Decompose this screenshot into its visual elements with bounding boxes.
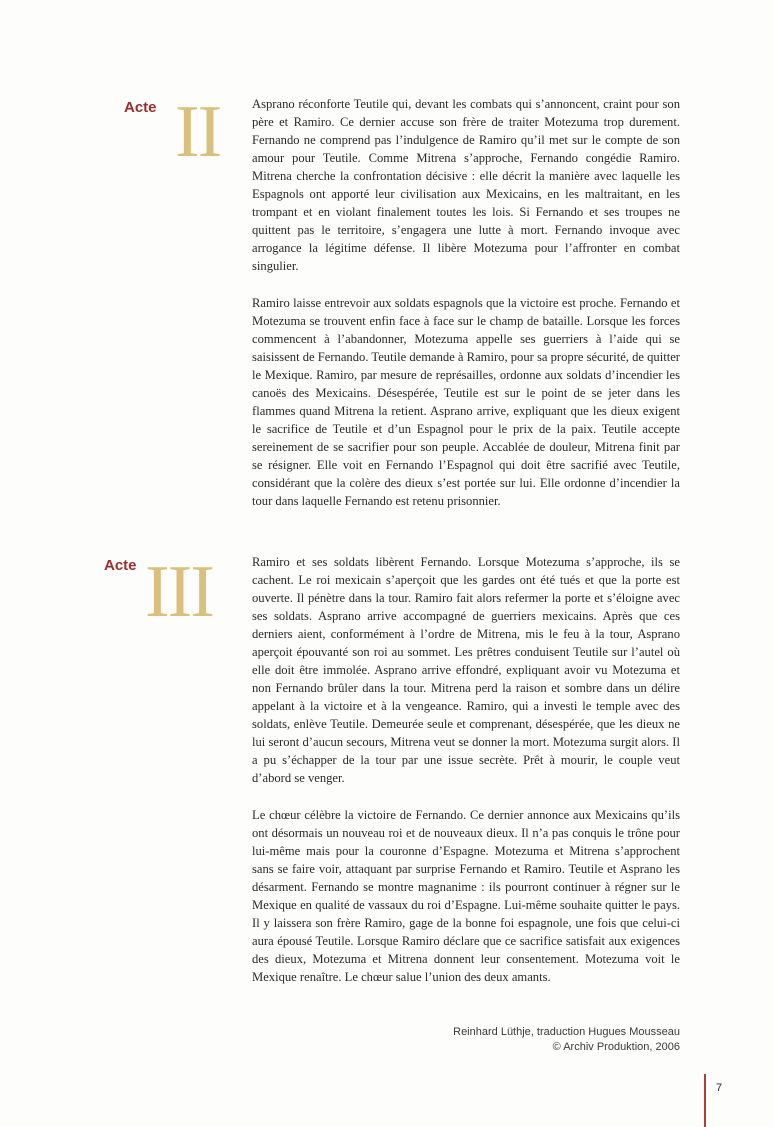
act-3-label: Acte — [104, 557, 137, 574]
act-3-numeral: III — [145, 551, 213, 633]
act-2-heading — [120, 91, 240, 195]
act-2-paragraph-2: Ramiro laisse entrevoir aux soldats espagnols que la victoire est proche. Fernando et Motezuma se trouvent enfin face à face sur le champ de bataille. Lorsque les forces commencent à l’abandonner, Motezuma appelle ses guerriers à l’aide qui se saisissent de Fernando. Teutile demande à Ramiro, pour sa propre sécurité, de quitter le Mexique. Ramiro, par mesure de représailles, ordonne aux soldats d’incendier les canoës des Mexicains. Désespérée, Teutile est sur le point de se jeter dans les flammes quand Mitrena la retient. Asprano arrive, expliquant que les dieux exigent le sacrifice de Teutile et d’un Espagnol pour le prix de la paix. Teutile accepte sereinement de se sacrifier pour son peuple. Accablée de douleur, Mitrena finit par se résigner. Elle voit en Fernando l’Espagnol qui doit être sacrifié avec Teutile, considérant que la colère des dieux s’est portée sur lui. Elle ordonne d’incendier la tour dans laquelle Fernando est retenu prisonnier. — [252, 296, 680, 508]
credits — [360, 1025, 680, 1055]
credits-copyright: © Archiv Produktion, 2006 — [552, 1041, 680, 1053]
act-3-paragraph-1: Ramiro et ses soldats libèrent Fernando. Lorsque Motezuma s’approche, ils se cachent. Le roi mexicain s’aperçoit que les gardes ont été tués et que la porte est ouverte. Il pénètre dans la tour. Ramiro fait alors refermer la porte et s’éloigne avec ses soldats. Asprano arrive accompagné de guerriers mexicains. Après que ces derniers aient, conformément à l’ordre de Mitrena, mis le feu à la tour, Asprano aperçoit épouvanté son roi au sommet. Les prêtres conduisent Teutile sur l’autel où elle doit être immolée. Asprano arrive effondré, expliquant avoir vu Motezuma et non Fernando brûler dans la tour. Mitrena perd la raison et sombre dans un délire appelant à la victoire et à la vengeance. Ramiro, qui a investi le temple avec des soldats, enlève Teutile. Demeurée seule et comprenant, désespérée, que les dieux ne lui seront d’aucun secours, Mitrena veut se donner la mort. Motezuma surgit alors. Il a pu s’échapper de la tour par une issue secrète. Prêt à mourir, le couple veut d’abord se venger. — [252, 555, 680, 785]
page-number: 7 — [716, 1082, 723, 1094]
act-2-text — [252, 95, 680, 529]
page-number-box — [704, 1074, 736, 1127]
act-2-numeral: II — [175, 91, 221, 173]
act-3-text — [252, 553, 680, 1005]
act-2-paragraph-1: Asprano réconforte Teutile qui, devant les combats qui s’annoncent, craint pour son père et Ramiro. Ce dernier accuse son frère de traiter Motezuma trop durement. Fernando ne comprend pas l’indulgence de Ramiro qu’il met sur le compte de son amour pour Teutile. Comme Mitrena s’approche, Fernando congédie Ramiro. Mitrena cherche la confrontation décisive : elle décrit la manière avec laquelle les Espagnols ont apporté leur civilisation aux Mexicains, en les maltraitant, en les trompant et en violant finalement toutes les lois. Si Fernando et ses troupes ne quittent pas le territoire, s’engagera une lutte à mort. Fernando invoque avec arrogance la légitime défense. Il libère Motezuma pour l’affronter en combat singulier. — [252, 97, 680, 273]
act-3-heading — [100, 553, 240, 653]
act-3-paragraph-2: Le chœur célèbre la victoire de Fernando. Ce dernier annonce aux Mexicains qu’ils ont désormais un nouveau roi et de nouveaux dieux. Il n’a pas conquis le trône pour lui-même mais pour la couronne d’Espagne. Motezuma et Mitrena s’approchent sans se faire voir, attaquant par surprise Fernando et Ramiro. Teutile et Asprano les désarment. Fernando se montre magnanime : ils pourront continuer à régner sur le Mexique en qualité de vassaux du roi d’Espagne. Lui-même souhaite quitter le pays. Il y laissera son frère Ramiro, gage de la bonne foi espagnole, une fois que celui-ci aura épousé Teutile. Lorsque Ramiro déclare que ce sacrifice satisfait aux exigences des dieux, Motezuma et Mitrena donnent leur consentement. Motezuma voit le Mexique renaître. Le chœur salue l’union des deux amants. — [252, 808, 680, 984]
act-2-label: Acte — [124, 99, 157, 116]
credits-author-translator: Reinhard Lüthje, traduction Hugues Mousseau — [453, 1026, 680, 1038]
